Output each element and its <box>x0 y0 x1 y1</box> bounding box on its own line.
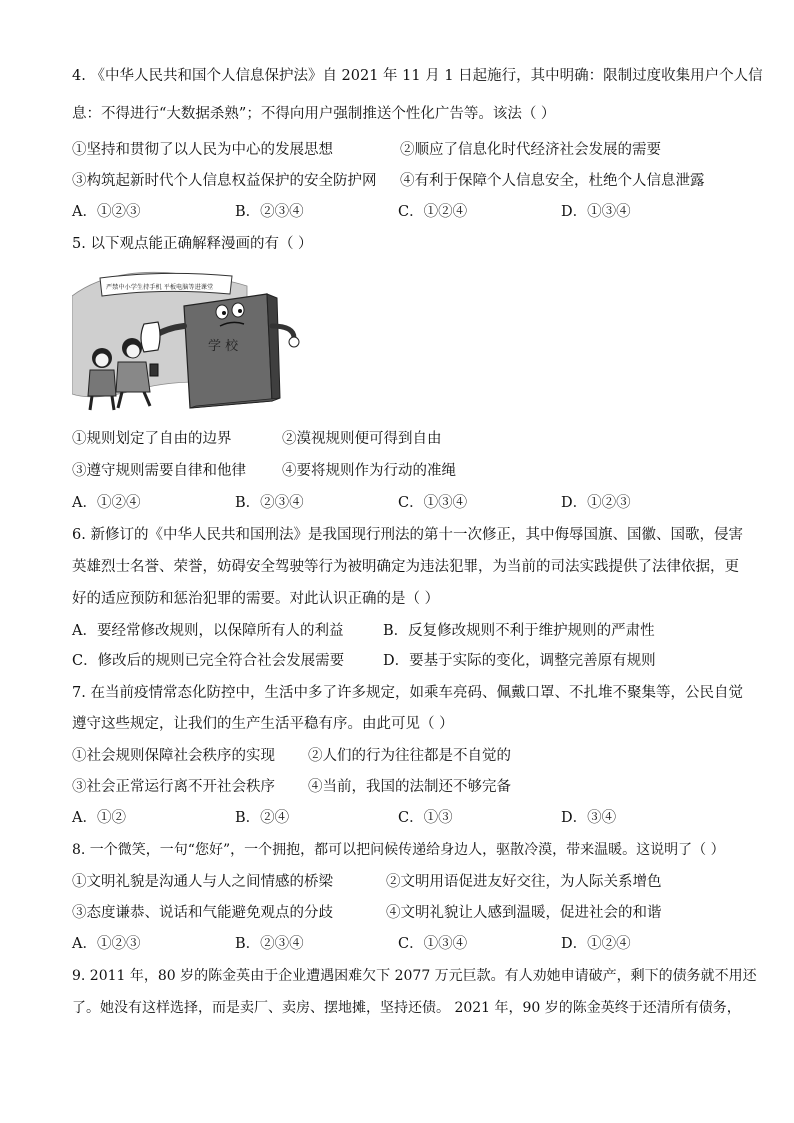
q5-statement-1: ①规则划定了自由的边界 <box>72 431 232 447</box>
q8-statements-row1 <box>72 872 732 892</box>
q4-statement-1: ①坚持和贯彻了以人民为中心的发展思想 <box>72 142 333 158</box>
cartoon-illustration <box>72 266 308 414</box>
q5-statements-row1 <box>72 429 732 449</box>
q7-statement-4: ④当前，我国的法制还不够完备 <box>308 779 511 795</box>
q9-stem-line1: 9. 2011 年，80 岁的陈金英由于企业遭遇困难欠下 2077 万元巨款。有人劝她申请破产，剩下的债务就不用还 <box>72 968 757 984</box>
q6-options-row1 <box>72 621 732 641</box>
cartoon-book-label: 学 校 <box>208 339 239 354</box>
q5-statement-2: ②漠视规则便可得到自由 <box>282 431 442 447</box>
q5-option-d[interactable]: D．①②③ <box>561 495 631 511</box>
q5-stem: 5. 以下观点能正确解释漫画的有（ ） <box>72 236 313 252</box>
q8-options <box>72 934 732 954</box>
q7-statements-row2 <box>72 777 732 797</box>
q4-stem-line1: 4. 《中华人民共和国个人信息保护法》自 2021 年 11 月 1 日起施行，其中明确：限制过度收集用户个人信 <box>72 68 763 84</box>
q5-options <box>72 493 732 513</box>
q5-option-a[interactable]: A．①②④ <box>72 495 141 511</box>
q7-option-b[interactable]: B．②④ <box>235 810 290 826</box>
q4-statements-row1 <box>72 140 732 160</box>
q7-stem-line1: 7. 在当前疫情常态化防控中，生活中多了许多规定，如乘车亮码、佩戴口罩、不扎堆不聚集等，公民自觉 <box>72 685 743 701</box>
q5-option-c[interactable]: C．①③④ <box>398 495 468 511</box>
q8-option-d[interactable]: D．①②④ <box>561 936 631 952</box>
q6-option-d[interactable]: D．要基于实际的变化，调整完善原有规则 <box>383 653 656 669</box>
q6-option-a[interactable]: A．要经常修改规则，以保障所有人的利益 <box>72 623 344 639</box>
q4-statement-2: ②顺应了信息化时代经济社会发展的需要 <box>400 142 661 158</box>
q8-statement-2: ②文明用语促进友好交往，为人际关系增色 <box>386 874 662 890</box>
q6-options-row2 <box>72 651 732 671</box>
q4-stem-line2: 息：不得进行“大数据杀熟”；不得向用户强制推送个性化广告等。该法（ ） <box>72 106 556 122</box>
q4-statements-row2 <box>72 171 732 191</box>
q8-statement-4: ④文明礼貌让人感到温暖，促进社会的和谐 <box>386 905 662 921</box>
q5-statement-4: ④要将规则作为行动的准绳 <box>282 463 456 479</box>
q4-statement-4: ④有利于保障个人信息安全，杜绝个人信息泄露 <box>400 173 705 189</box>
cartoon-sign-text: 严禁中小学生持手机 平板电脑等进课堂 <box>106 284 214 291</box>
q6-stem-line1: 6. 新修订的《中华人民共和国刑法》是我国现行刑法的第十一次修正，其中侮辱国旗、国徽、国歌，侵害 <box>72 527 743 543</box>
q4-option-d[interactable]: D．①③④ <box>561 204 631 220</box>
q6-stem-line3: 好的适应预防和惩治犯罪的需要。对此认识正确的是（ ） <box>72 591 440 607</box>
q4-statement-3: ③构筑起新时代个人信息权益保护的安全防护网 <box>72 173 377 189</box>
q7-option-a[interactable]: A．①② <box>72 810 126 826</box>
q8-statement-1: ①文明礼貌是沟通人与人之间情感的桥梁 <box>72 874 333 890</box>
q9-stem-line2: 了。她没有这样选择，而是卖厂、卖房、摆地摊，坚持还债。 2021 年，90 岁的陈金英终于还清所有债务， <box>72 1000 741 1016</box>
q8-option-a[interactable]: A．①②③ <box>72 936 141 952</box>
q7-statements-row1 <box>72 746 732 766</box>
q7-statement-3: ③社会正常运行离不开社会秩序 <box>72 779 275 795</box>
q8-statements-row2 <box>72 903 732 923</box>
q7-statement-2: ②人们的行为往往都是不自觉的 <box>308 748 511 764</box>
q5-statement-3: ③遵守规则需要自律和他律 <box>72 463 246 479</box>
q6-option-b[interactable]: B．反复修改规则不利于维护规则的严肃性 <box>383 623 655 639</box>
q8-option-c[interactable]: C．①③④ <box>398 936 468 952</box>
q7-option-d[interactable]: D．③④ <box>561 810 617 826</box>
q4-options <box>72 202 732 222</box>
q5-option-b[interactable]: B．②③④ <box>235 495 304 511</box>
q8-statement-3: ③态度谦恭、说话和气能避免观点的分歧 <box>72 905 333 921</box>
q8-option-b[interactable]: B．②③④ <box>235 936 304 952</box>
q6-stem-line2: 英雄烈士名誉、荣誉，妨碍安全驾驶等行为被明确定为违法犯罪，为当前的司法实践提供了法律依据，更 <box>72 559 739 575</box>
q6-option-c[interactable]: C．修改后的规则已完全符合社会发展需要 <box>72 653 345 669</box>
q4-option-a[interactable]: A．①②③ <box>72 204 141 220</box>
q4-option-b[interactable]: B．②③④ <box>235 204 304 220</box>
q8-stem: 8. 一个微笑，一句“您好”，一个拥抱，都可以把问候传递给身边人，驱散冷漠，带来温暖。这说明了（ ） <box>72 842 725 858</box>
q7-option-c[interactable]: C．①③ <box>398 810 453 826</box>
q4-option-c[interactable]: C．①②④ <box>398 204 468 220</box>
q7-options <box>72 808 732 828</box>
q7-stem-line2: 遵守这些规定，让我们的生产生活平稳有序。由此可见（ ） <box>72 716 454 732</box>
q5-statements-row2 <box>72 461 732 481</box>
q7-statement-1: ①社会规则保障社会秩序的实现 <box>72 748 275 764</box>
